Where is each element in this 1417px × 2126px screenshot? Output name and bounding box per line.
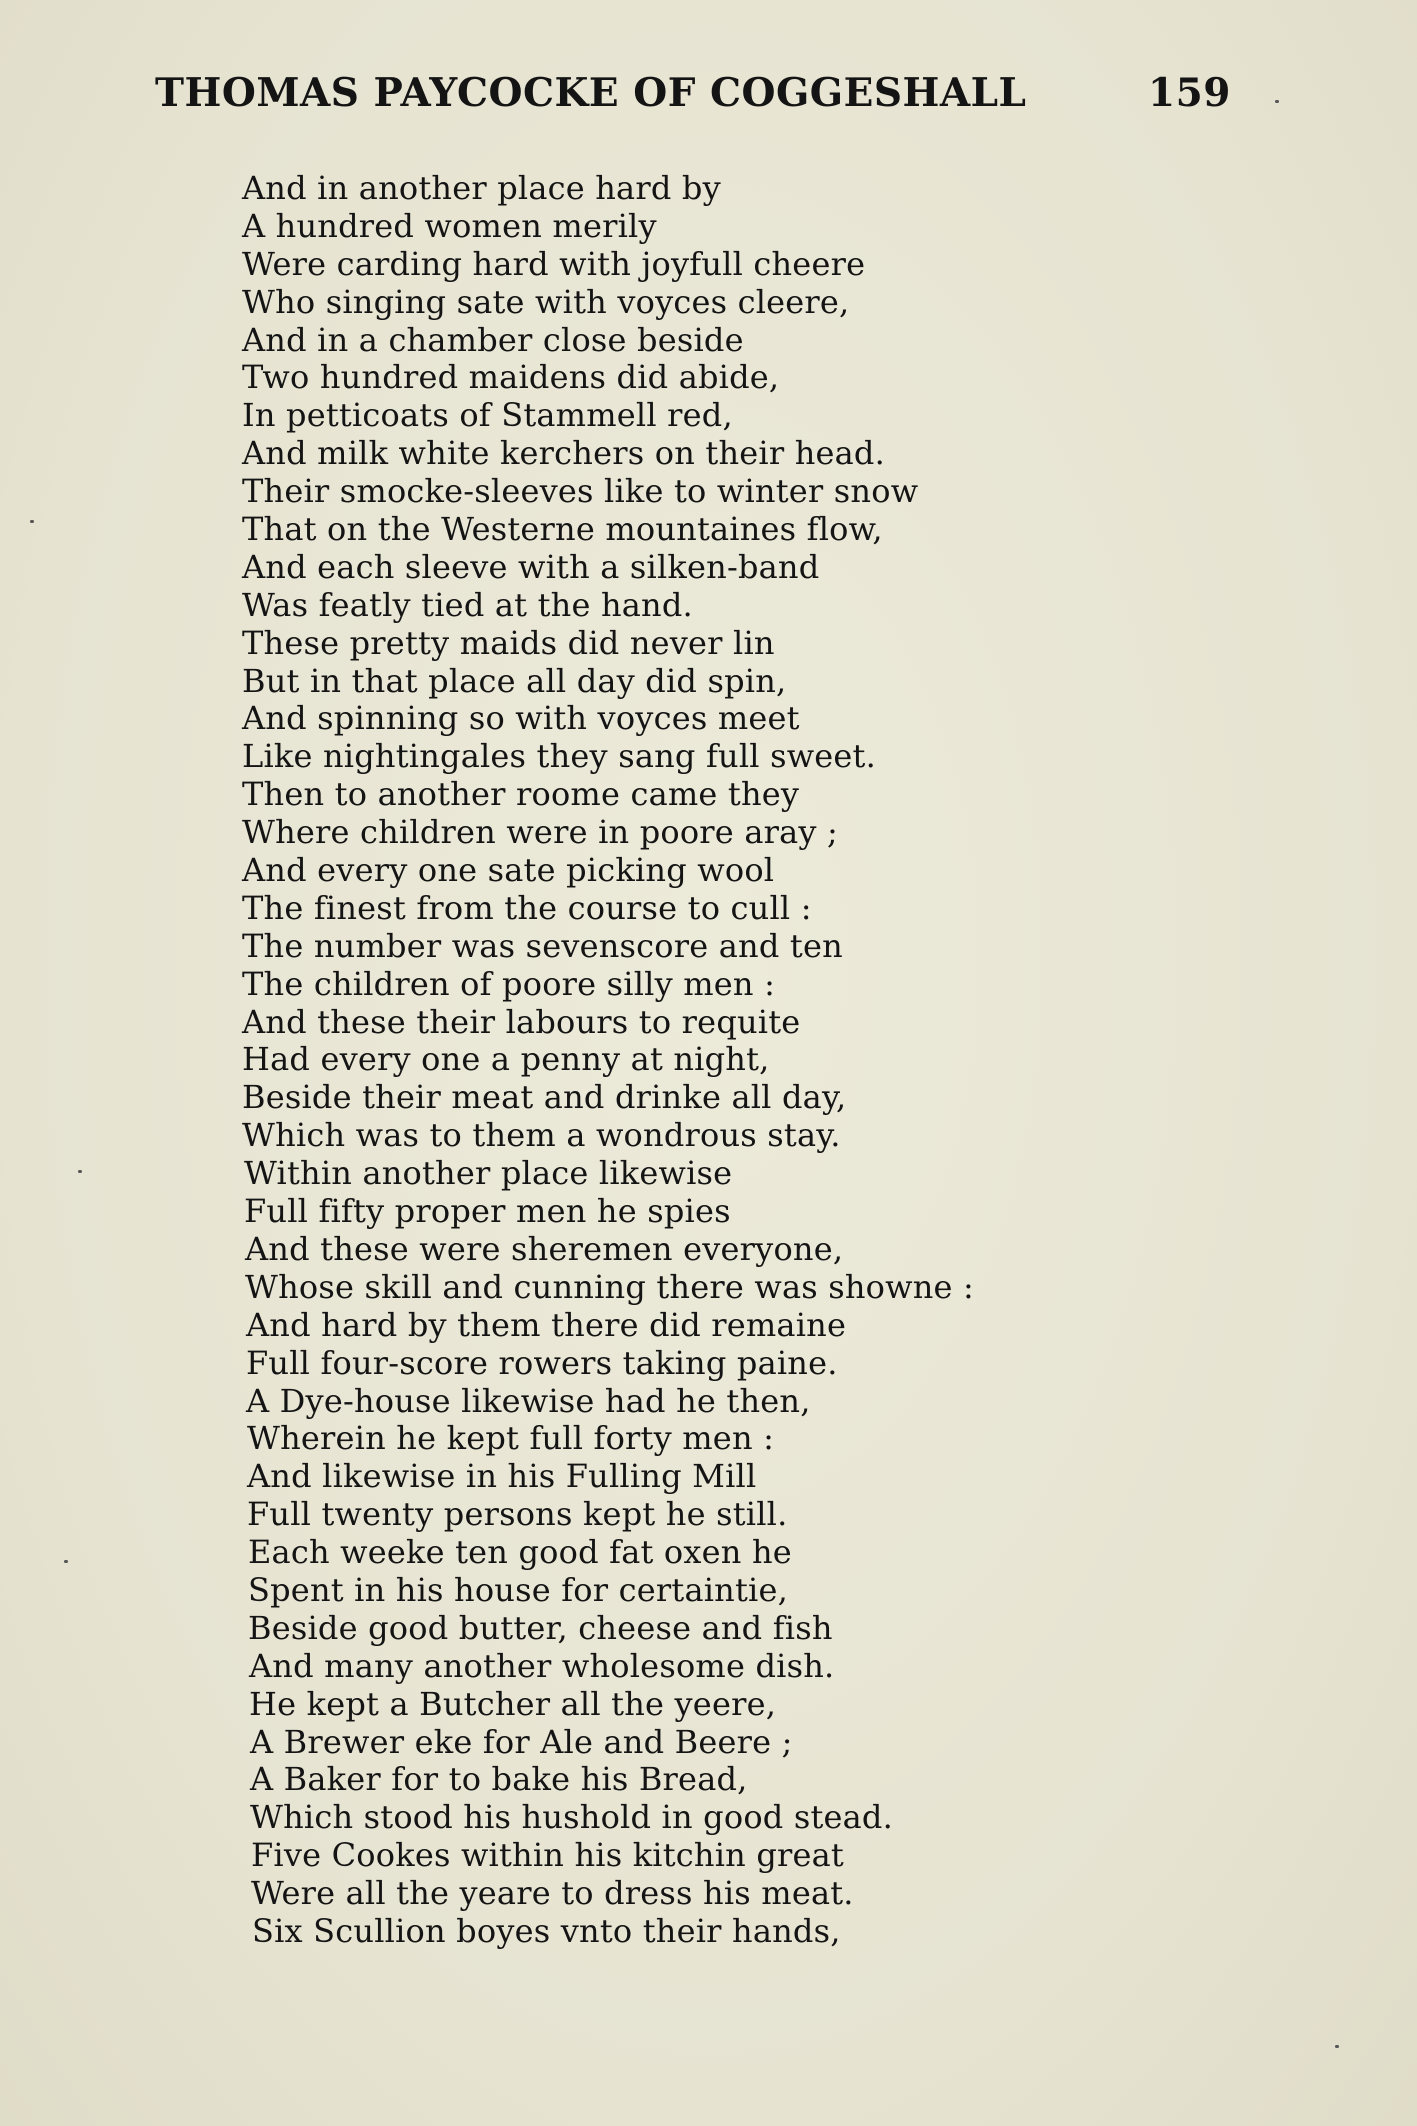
poem-line: Then to another roome came they — [242, 775, 800, 814]
poem-line: A hundred women merily — [242, 206, 657, 245]
poem-line: That on the Westerne mountaines flow, — [242, 510, 883, 549]
poem-line: Within another place likewise — [244, 1154, 733, 1193]
poem-line: Full four-score rowers taking paine. — [246, 1343, 838, 1382]
poem-line: And hard by them there did remaine — [246, 1305, 847, 1344]
poem-line: And each sleeve with a silken-band — [242, 547, 820, 586]
poem-line: Were all the yeare to dress his meat. — [251, 1874, 854, 1913]
poem-line: Where children were in poore aray ; — [242, 813, 838, 852]
poem-line: Two hundred maidens did abide, — [242, 358, 780, 397]
poem-line: Like nightingales they sang full sweet. — [242, 737, 876, 776]
poem-line: And milk white kerchers on their head. — [242, 434, 885, 473]
poem-line: Each weeke ten good fat oxen he — [248, 1533, 792, 1572]
poem-line: And every one sate picking wool — [242, 851, 775, 890]
poem-line: Who singing sate with voyces cleere, — [242, 282, 850, 321]
poem-line: Which stood his hushold in good stead. — [250, 1798, 893, 1837]
poem-body — [242, 170, 1242, 1951]
poem-line: And likewise in his Fulling Mill — [247, 1457, 757, 1496]
poem-line: And spinning so with voyces meet — [242, 699, 800, 738]
poem-line: The number was sevenscore and ten — [242, 926, 843, 965]
poem-line: Spent in his house for certaintie, — [248, 1570, 788, 1609]
poem-line: He kept a Butcher all the yeere, — [249, 1684, 777, 1723]
paper-speck — [30, 520, 34, 523]
poem-line: These pretty maids did never lin — [242, 623, 775, 662]
poem-line: Which was to them a wondrous stay. — [242, 1116, 841, 1155]
poem-line: Full fifty proper men he spies — [244, 1192, 731, 1231]
poem-line: Wherein he kept full forty men : — [247, 1419, 775, 1458]
poem-line: Had every one a penny at night, — [242, 1040, 770, 1079]
poem-line: And in a chamber close beside — [242, 320, 744, 359]
poem-line: Six Scullion boyes vnto their hands, — [252, 1911, 841, 1950]
poem-line: Their smocke-sleeves like to winter snow — [242, 472, 919, 511]
running-title: THOMAS PAYCOCKE OF COGGESHALL — [155, 70, 1027, 116]
poem-line: A Baker for to bake his Bread, — [250, 1760, 748, 1799]
poem-line: Whose skill and cunning there was showne : — [245, 1267, 975, 1306]
poem-line: The children of poore silly men : — [242, 964, 776, 1003]
poem-line: Were carding hard with joyfull cheere — [242, 244, 866, 283]
poem-line: A Brewer eke for Ale and Beere ; — [250, 1722, 793, 1761]
poem-line: And many another wholesome dish. — [249, 1646, 835, 1685]
poem-line: But in that place all day did spin, — [242, 661, 787, 700]
paper-speck — [64, 1560, 68, 1563]
poem-line: Beside good butter, cheese and fish — [248, 1608, 833, 1647]
poem-line: Beside their meat and drinke all day, — [242, 1078, 847, 1117]
poem-line: In petticoats of Stammell red, — [242, 396, 733, 435]
paper-speck — [1275, 100, 1279, 103]
poem-line: A Dye-house likewise had he then, — [246, 1381, 811, 1420]
poem-line: Was featly tied at the hand. — [242, 585, 693, 624]
poem-line: Five Cookes within his kitchin great — [251, 1836, 844, 1875]
paper-speck — [78, 1170, 82, 1173]
poem-line: Full twenty persons kept he still. — [247, 1495, 788, 1534]
running-head — [155, 70, 1235, 120]
poem-line: And these their labours to requite — [242, 1002, 801, 1041]
poem-line: The finest from the course to cull : — [242, 888, 812, 927]
page-number: 159 — [1148, 70, 1231, 116]
poem-line: And in another place hard by — [242, 169, 721, 207]
poem-line: And these were sheremen everyone, — [245, 1229, 844, 1268]
paper-speck — [1335, 2045, 1339, 2048]
